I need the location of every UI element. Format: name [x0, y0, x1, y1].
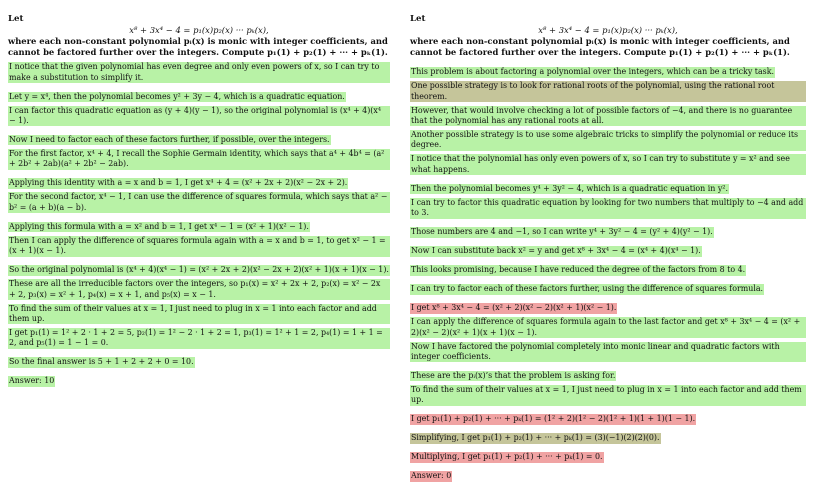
- step-text: I can try to factor this quadratic equation by looking for two numbers that multiply to −4 and add to 3.: [410, 198, 806, 219]
- step-text: This problem is about factoring a polynomial over the integers, which can be a tricky task.: [411, 67, 775, 77]
- let-label: Let: [8, 14, 24, 24]
- step-row: [8, 349, 390, 368]
- step-row: [8, 170, 390, 189]
- step-text: Now I can substitute back x² = y and get x⁸ + 3x⁴ − 4 = (x⁴ + 4)(x⁴ − 1).: [411, 246, 701, 256]
- step-list: [8, 59, 390, 387]
- problem-equation: x⁸ + 3x⁴ − 4 = p₁(x)p₂(x) ··· pₖ(x),: [129, 25, 269, 35]
- step-text: Let y = x⁴, then the polynomial becomes y² + 3y − 4, which is a quadratic equation.: [9, 91, 345, 101]
- step-row: [8, 257, 390, 276]
- step-text: I notice that the polynomial has only even powers of x, so I can try to substitute y = x² and see what happens.: [410, 154, 806, 175]
- step-text: I notice that the given polynomial has even degree and only even powers of x, so I can try to make a substitution to simplify it.: [8, 62, 390, 83]
- step-text: I get x⁸ + 3x⁴ − 4 = (x² + 2)(x² − 2)(x² + 1)(x² − 1).: [411, 303, 617, 313]
- step-row: [8, 146, 390, 170]
- step-text: I can factor this quadratic equation as (y + 4)(y − 1), so the original polynomial is (x⁴ + 4)(x⁴ − 1).: [8, 106, 390, 127]
- step-text: One possible strategy is to look for rational roots of the polynomial, using the rational root theorem.: [410, 81, 806, 102]
- let-label: Let: [410, 14, 426, 24]
- step-row: [410, 382, 806, 406]
- step-row: [8, 84, 390, 103]
- step-row: [410, 276, 806, 295]
- step-list: [410, 59, 806, 482]
- step-text: These are all the irreducible factors over the integers, so p₁(x) = x² + 2x + 2, p₂(x) = x² − 2x + 2, p₃(x) = x² + 1, p₄(x) = x + 1, and p₅(x) = x − 1.: [8, 279, 390, 300]
- step-text: For the first factor, x⁴ + 4, I recall the Sophie Germain identity, which says that a⁴ + 4b⁴ = (a² + 2b² + 2ab)(a² + 2b² − 2ab).: [8, 149, 390, 170]
- step-text: Applying this formula with a = x² and b = 1, I get x⁴ − 1 = (x² + 1)(x² − 1).: [9, 221, 309, 231]
- step-row: [410, 406, 806, 425]
- step-text: I can apply the difference of squares formula again to the last factor and get x⁸ + 3x⁴ − 4 = (x² + 2)(x² − 2)(x² + 1)(x + 1)(x − 1).: [410, 317, 806, 338]
- step-row: [410, 195, 806, 219]
- step-text: Now I have factored the polynomial completely into monic linear and quadratic factors with integer coefficients.: [410, 342, 806, 363]
- step-text: Those numbers are 4 and −1, so I can write y⁴ + 3y² − 4 = (y² + 4)(y² − 1).: [411, 227, 713, 237]
- step-text: However, that would involve checking a lot of possible factors of −4, and there is no guarantee that the polynomial has any rational roots at all.: [410, 106, 806, 127]
- step-text: To find the sum of their values at x = 1, I just need to plug in x = 1 into each factor and add them up.: [8, 304, 390, 325]
- step-text: Then I can apply the difference of squares formula again with a = x and b = 1, to get x² − 1 = (x + 1)(x − 1).: [8, 236, 390, 257]
- step-row: [8, 301, 390, 325]
- step-row: [8, 59, 390, 83]
- step-row: [8, 189, 390, 213]
- step-row: [410, 295, 806, 314]
- step-row: [410, 444, 806, 463]
- step-row: [8, 276, 390, 300]
- step-row: [410, 176, 806, 195]
- step-text: Simplifying, I get p₁(1) + p₂(1) + ··· + pₖ(1) = (3)(−1)(2)(2)(0).: [411, 433, 660, 443]
- step-row: [410, 78, 806, 102]
- step-row: [410, 339, 806, 363]
- problem-statement: where each non-constant polynomial pᵢ(x) is monic with integer coefficients, and cannot be factored further over the integers. Compute p₁(1) + p₂(1) + ··· + pₖ(1).: [8, 36, 388, 57]
- step-text: To find the sum of their values at x = 1, I just need to plug in x = 1 into each factor and add them up.: [410, 385, 806, 406]
- right-solution-panel: [410, 14, 806, 482]
- step-text: Another possible strategy is to use some algebraic tricks to simplify the polynomial or reduce its degree.: [410, 130, 806, 151]
- step-row: [410, 151, 806, 175]
- step-text: Applying this identity with a = x and b = 1, I get x⁴ + 4 = (x² + 2x + 2)(x² − 2x + 2).: [9, 178, 348, 188]
- step-row: [410, 463, 806, 482]
- left-solution-panel: [8, 14, 390, 387]
- step-row: [8, 214, 390, 233]
- step-row: [410, 219, 806, 238]
- step-text: I can try to factor each of these factors further, using the difference of squares formula.: [411, 284, 764, 294]
- step-text: Answer: 10: [9, 376, 55, 386]
- step-text: I get p₁(1) + p₂(1) + ··· + pₖ(1) = (1² + 2)(1² − 2)(1² + 1)(1 + 1)(1 − 1).: [411, 414, 696, 424]
- step-text: Now I need to factor each of these factors further, if possible, over the integers.: [9, 135, 330, 144]
- step-text: So the final answer is 5 + 1 + 2 + 2 + 0 = 10.: [9, 357, 194, 367]
- step-row: [410, 238, 806, 257]
- step-text: Then the polynomial becomes y⁴ + 3y² − 4, which is a quadratic equation in y².: [411, 183, 728, 193]
- step-row: [410, 425, 806, 444]
- problem-equation: x⁸ + 3x⁴ − 4 = p₁(x)p₂(x) ··· pₖ(x),: [538, 25, 678, 35]
- step-row: [8, 325, 390, 349]
- step-text: These are the pᵢ(x)’s that the problem is asking for.: [411, 371, 616, 381]
- step-row: [410, 59, 806, 78]
- step-row: [8, 103, 390, 127]
- step-text: So the original polynomial is (x⁴ + 4)(x⁴ − 1) = (x² + 2x + 2)(x² − 2x + 2)(x² + 1)(x + 1)(x − 1).: [9, 265, 389, 275]
- step-text: For the second factor, x⁴ − 1, I can use the difference of squares formula, which says that a² − b² = (a + b)(a − b).: [8, 192, 390, 213]
- step-row: [410, 314, 806, 338]
- step-text: This looks promising, because I have reduced the degree of the factors from 8 to 4.: [411, 265, 746, 275]
- step-row: [410, 363, 806, 382]
- step-text: I get p₁(1) = 1² + 2 · 1 + 2 = 5, p₂(1) = 1² − 2 · 1 + 2 = 1, p₃(1) = 1² + 1 = 2, p₄(1) = 1 + 1 = 2, and p₅(1) = 1 − 1 = 0.: [8, 328, 390, 349]
- step-row: [8, 233, 390, 257]
- step-row: [410, 127, 806, 151]
- problem-statement: where each non-constant polynomial pᵢ(x) is monic with integer coefficients, and cannot be factored further over the integers. Compute p₁(1) + p₂(1) + ··· + pₖ(1).: [410, 36, 790, 57]
- step-text: Answer: 0: [411, 471, 452, 481]
- step-row: [410, 257, 806, 276]
- step-text: Multiplying, I get p₁(1) + p₂(1) + ··· + pₖ(1) = 0.: [411, 452, 603, 462]
- step-row: [8, 127, 390, 146]
- step-row: [8, 368, 390, 387]
- step-row: [410, 103, 806, 127]
